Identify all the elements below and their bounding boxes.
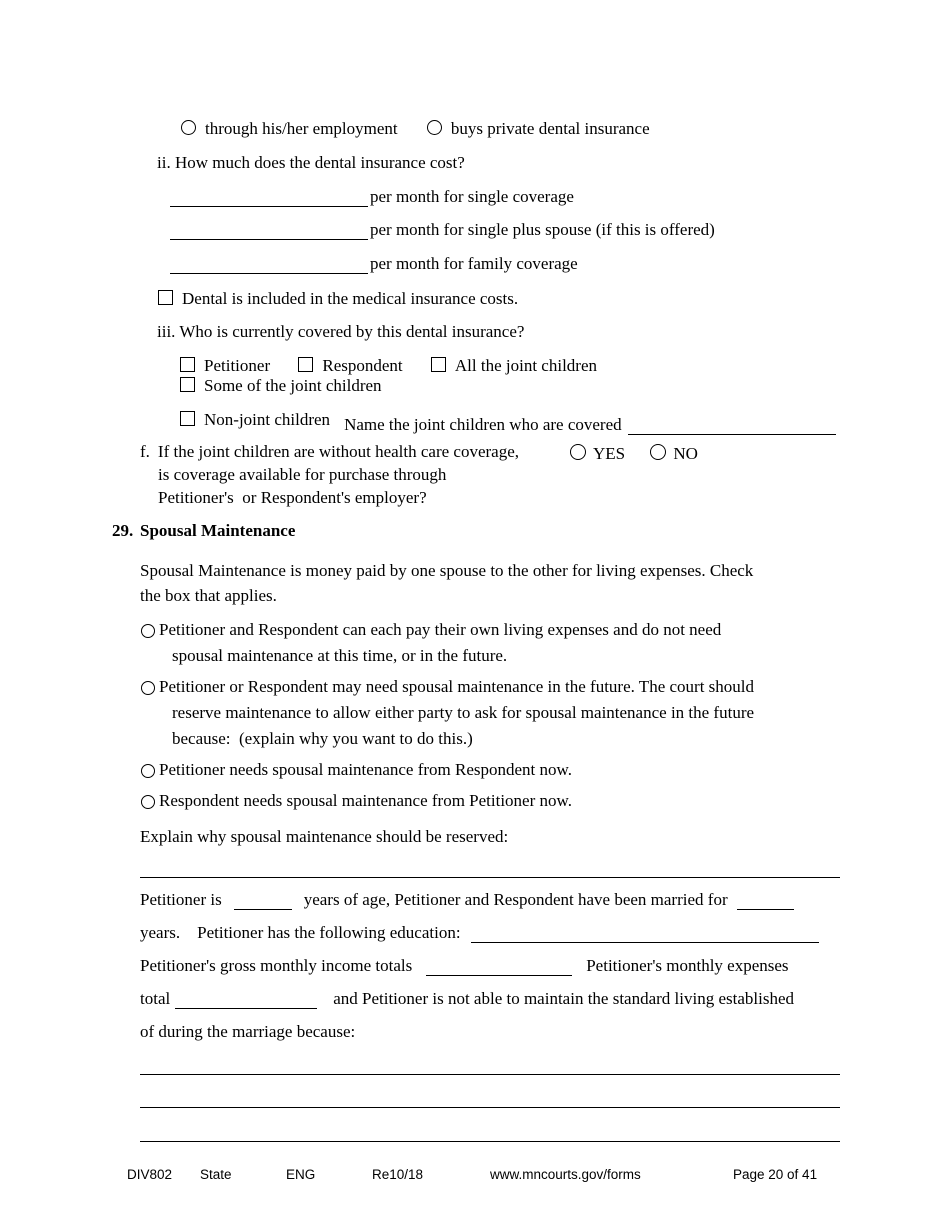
employment-radio[interactable] (181, 120, 196, 135)
section-title: Spousal Maintenance (140, 521, 296, 540)
no-radio[interactable] (650, 444, 666, 460)
cost-row-family (170, 254, 840, 274)
cost-row-single (170, 187, 840, 207)
footer-revision: Re10/18 (372, 1167, 424, 1182)
petitioner-checkbox[interactable] (180, 357, 195, 372)
petitioner-checkbox-label: Petitioner (204, 356, 271, 375)
monthly-expenses-field[interactable] (175, 994, 317, 1009)
some-joint-children-checkbox-label: Some of the joint children (204, 376, 382, 395)
covered-option-all-joint-children (431, 356, 597, 375)
details-line-income: Petitioner's gross monthly income totals Petitioner's monthly expenses (140, 956, 789, 975)
dental-covered-question: iii. Who is currently covered by this dental insurance? (157, 322, 525, 341)
private-dental-radio-label: buys private dental insurance (450, 119, 650, 138)
spousal-option-petitioner-needs: Petitioner needs spousal maintenance from Respondent now. (140, 757, 840, 783)
single-coverage-cost-field[interactable] (170, 192, 368, 207)
item-f-line3: Petitioner's or Respondent's employer? (158, 488, 427, 507)
form-content (112, 119, 840, 1142)
footer-website: www.mncourts.gov/forms (490, 1167, 641, 1182)
nonjoint-children-row (180, 410, 840, 434)
spousal-intro (140, 558, 840, 608)
yes-no-options (570, 442, 719, 465)
section-number: 29. (112, 521, 134, 540)
no-label: NO (673, 444, 698, 463)
cost-row-single-plus-spouse (170, 220, 840, 240)
spousal-option-reserve-maintenance: Petitioner or Respondent may need spousal maintenance in the future. The court should reserve maintenance to allow either party to ask for spousal maintenance in the future because: (explain why you want to do this.) (140, 674, 840, 752)
spousal-option-respondent-needs: Respondent needs spousal maintenance from Petitioner now. (140, 788, 840, 814)
item-f-coverage-question (140, 440, 698, 509)
family-coverage-label: per month for family coverage (370, 254, 578, 273)
spousal-intro-line1: Spousal Maintenance is money paid by one spouse to the other for living expenses. Check (140, 561, 754, 580)
yes-radio[interactable] (570, 444, 586, 460)
family-coverage-cost-field[interactable] (170, 259, 368, 274)
name-covered-children-field[interactable] (628, 420, 836, 435)
dental-included-label: Dental is included in the medical insurance costs. (182, 289, 519, 308)
private-dental-radio[interactable] (427, 120, 442, 135)
details-line-education: years. Petitioner has the following education: (140, 916, 840, 949)
because-line-1[interactable] (140, 1074, 840, 1075)
no-maintenance-radio[interactable] (141, 624, 155, 638)
employment-radio-label: through his/her employment (205, 119, 398, 138)
dental-purchase-options (181, 119, 840, 139)
name-covered-children-label: Name the joint children who are covered (344, 415, 622, 434)
footer-page-number: Page 20 of 41 (733, 1167, 818, 1182)
footer-language: ENG (286, 1167, 316, 1182)
yes-option (570, 444, 625, 463)
item-f-line1: f. If the joint children are without health care coverage, (140, 442, 520, 461)
explain-reserved-line[interactable] (140, 877, 840, 878)
dental-purchase-option-employment (181, 119, 398, 138)
some-joint-children-checkbox[interactable] (180, 377, 195, 392)
spousal-option-no-maintenance: Petitioner and Respondent can each pay their own living expenses and do not need spousal maintenance at this time, or in the future. (140, 617, 840, 669)
covered-options-row (180, 356, 840, 396)
because-line-3[interactable] (140, 1141, 840, 1142)
all-joint-children-checkbox-label: All the joint children (454, 356, 597, 375)
section-heading-spousal-maintenance (112, 521, 840, 541)
dental-included-checkbox[interactable] (158, 290, 173, 305)
because-line-2[interactable] (140, 1107, 840, 1108)
education-field[interactable] (471, 928, 819, 943)
footer-form-id: DIV802 (127, 1167, 173, 1182)
details-line-because: of during the marriage because: (140, 1022, 356, 1041)
yes-label: YES (593, 444, 626, 463)
spousal-options (140, 617, 840, 814)
years-married-field[interactable] (737, 895, 794, 910)
nonjoint-children-checkbox-label: Non-joint children (204, 410, 331, 429)
covered-option-respondent (298, 356, 402, 375)
reserved-details-paragraph (140, 883, 840, 1048)
item-f-marker: f. (140, 442, 150, 461)
nonjoint-children-checkbox[interactable] (180, 411, 195, 426)
footer-category: State (200, 1167, 232, 1182)
covered-option-petitioner (180, 356, 270, 375)
respondent-needs-radio[interactable] (141, 795, 155, 809)
details-line-expenses: total and Petitioner is not able to maintain the standard living established (140, 989, 795, 1008)
dental-included-row (158, 289, 840, 309)
all-joint-children-checkbox[interactable] (431, 357, 446, 372)
petitioner-needs-radio[interactable] (141, 764, 155, 778)
respondent-checkbox-label: Respondent (322, 356, 403, 375)
respondent-checkbox[interactable] (298, 357, 313, 372)
dental-purchase-option-private (427, 119, 650, 138)
petitioner-age-field[interactable] (234, 895, 292, 910)
single-plus-spouse-cost-field[interactable] (170, 225, 368, 240)
spousal-intro-line2: the box that applies. (140, 586, 277, 605)
covered-option-some-joint-children (180, 376, 382, 395)
gross-income-field[interactable] (426, 961, 572, 976)
single-plus-spouse-label: per month for single plus spouse (if this is offered) (370, 220, 715, 239)
item-f-line2: is coverage available for purchase through (158, 465, 447, 484)
dental-cost-question: ii. How much does the dental insurance cost? (157, 153, 465, 172)
details-line-age: Petitioner is years of age, Petitioner and Respondent have been married for (140, 883, 840, 916)
no-option (650, 444, 698, 463)
explain-reserved-label: Explain why spousal maintenance should be reserved: (140, 827, 509, 846)
single-coverage-label: per month for single coverage (370, 187, 574, 206)
reserve-maintenance-radio[interactable] (141, 681, 155, 695)
